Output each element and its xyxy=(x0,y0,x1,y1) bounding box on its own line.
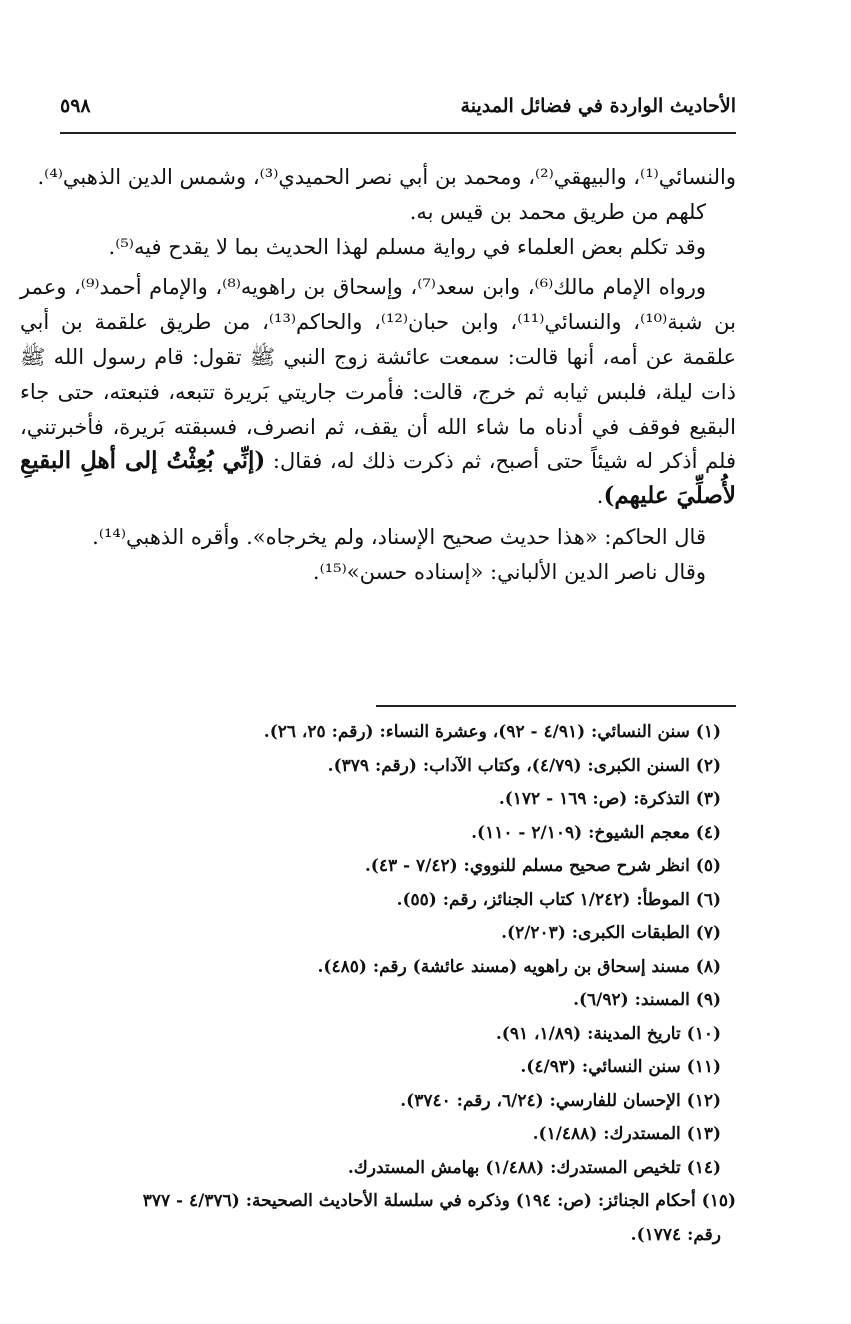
footnotes xyxy=(20,716,736,1252)
paragraph-3: وقد تكلم بعض العلماء في رواية مسلم لهذا الحديث بما لا يقدح فيه⁽⁵⁾. xyxy=(108,234,706,259)
running-title: الأحاديث الواردة في فضائل المدينة xyxy=(460,95,736,117)
hadith-quote: (إنِّي بُعِثْتُ إلى أهلِ البقيعِ لأُصلِّيَ عليهم) xyxy=(20,447,736,510)
footnote-continuation: رقم: ١٧٧٤). xyxy=(630,1224,721,1245)
footnote: (٥) انظر شرح صحيح مسلم للنووي: (٧/٤٢ - ٤٣). xyxy=(364,856,721,876)
header-rule xyxy=(60,132,736,134)
page-number: ٥٩٨ xyxy=(60,95,91,117)
footnote: (١٥) أحكام الجنائز: (ص: ١٩٤) وذكره في سلسلة الأحاديث الصحيحة: (٤/٣٧٦ - ٣٧٧ xyxy=(142,1191,736,1211)
main-text xyxy=(20,160,736,590)
footnote-rule xyxy=(376,705,736,707)
footnote: (٩) المسند: (٦/٩٢). xyxy=(573,990,721,1010)
footnote: (٣) التذكرة: (ص: ١٦٩ - ١٧٢). xyxy=(498,789,721,809)
footnote: (١٤) تلخيص المستدرك: (١/٤٨٨) بهامش المستدرك. xyxy=(347,1157,721,1178)
paragraph-6: وقال ناصر الدين الألباني: «إسناده حسن»⁽¹⁵⁾. xyxy=(312,559,706,584)
page-header xyxy=(60,88,736,124)
footnote: (٧) الطبقات الكبرى: (٢/٢٠٣). xyxy=(501,923,721,943)
footnote: (١) سنن النسائي: (٤/٩١ - ٩٢)، وعشرة النساء: (رقم: ٢٥، ٢٦). xyxy=(263,722,721,742)
paragraph-4 xyxy=(20,270,736,514)
footnote: (٢) السنن الكبرى: (٤/٧٩)، وكتاب الآداب: (رقم: ٣٧٩). xyxy=(327,755,721,776)
footnote: (١٢) الإحسان للفارسي: (٦/٢٤، رقم: ٣٧٤٠). xyxy=(400,1090,721,1111)
footnote: (١٣) المستدرك: (١/٤٨٨). xyxy=(532,1124,721,1144)
paragraph-1: والنسائي⁽¹⁾، والبيهقي⁽²⁾، ومحمد بن أبي نصر الحميدي⁽³⁾، وشمس الدين الذهبي⁽⁴⁾. xyxy=(37,165,736,189)
paragraph-2: كلهم من طريق محمد بن قيس به. xyxy=(409,199,706,224)
footnote: (٤) معجم الشيوخ: (٢/١٠٩ - ١١٠). xyxy=(471,822,721,843)
paragraph-4-end: . xyxy=(596,484,604,509)
footnote: (١٠) تاريخ المدينة: (١/٨٩، ٩١). xyxy=(495,1023,721,1044)
paragraph-5: قال الحاكم: «هذا حديث صحيح الإسناد، ولم يخرجاه». وأقره الذهبي⁽¹⁴⁾. xyxy=(92,524,706,549)
footnote: (٦) الموطأ: (١/٢٤٢ كتاب الجنائز، رقم: (٥٥). xyxy=(396,889,721,910)
paragraph-4-text: ورواه الإمام مالك⁽⁶⁾، وابن سعد⁽⁷⁾، وإسحاق بن راهويه⁽⁸⁾، والإمام أحمد⁽⁹⁾، وعمر بن شبة⁽¹⁰⁾، والنسائي⁽¹¹⁾، وابن حبان⁽¹²⁾، والحاكم⁽¹³⁾، من طريق علقمة بن أبي علقمة عن أمه، أنها قالت: سمعت عائشة زوج النبي ﷺ تقول: قام رسول الله ﷺ ذات ليلة، فلبس ثيابه ثم خرج، قالت: فأمرت جاريتي بَريرة تتبعه، فتبعته، حتى جاء البقيع فوقف في أدناه ما شاء الله أن يقف، ثم انصرف، فسبقته بَريرة، فأخبرتني، فلم أذكر له شيئاً حتى أصبح، ثم ذكرت ذلك له، فقال: xyxy=(20,275,737,474)
footnote: (١١) سنن النسائي: (٤/٩٣). xyxy=(520,1057,721,1077)
footnote: (٨) مسند إسحاق بن راهويه (مسند عائشة) رقم: (٤٨٥). xyxy=(317,956,721,977)
